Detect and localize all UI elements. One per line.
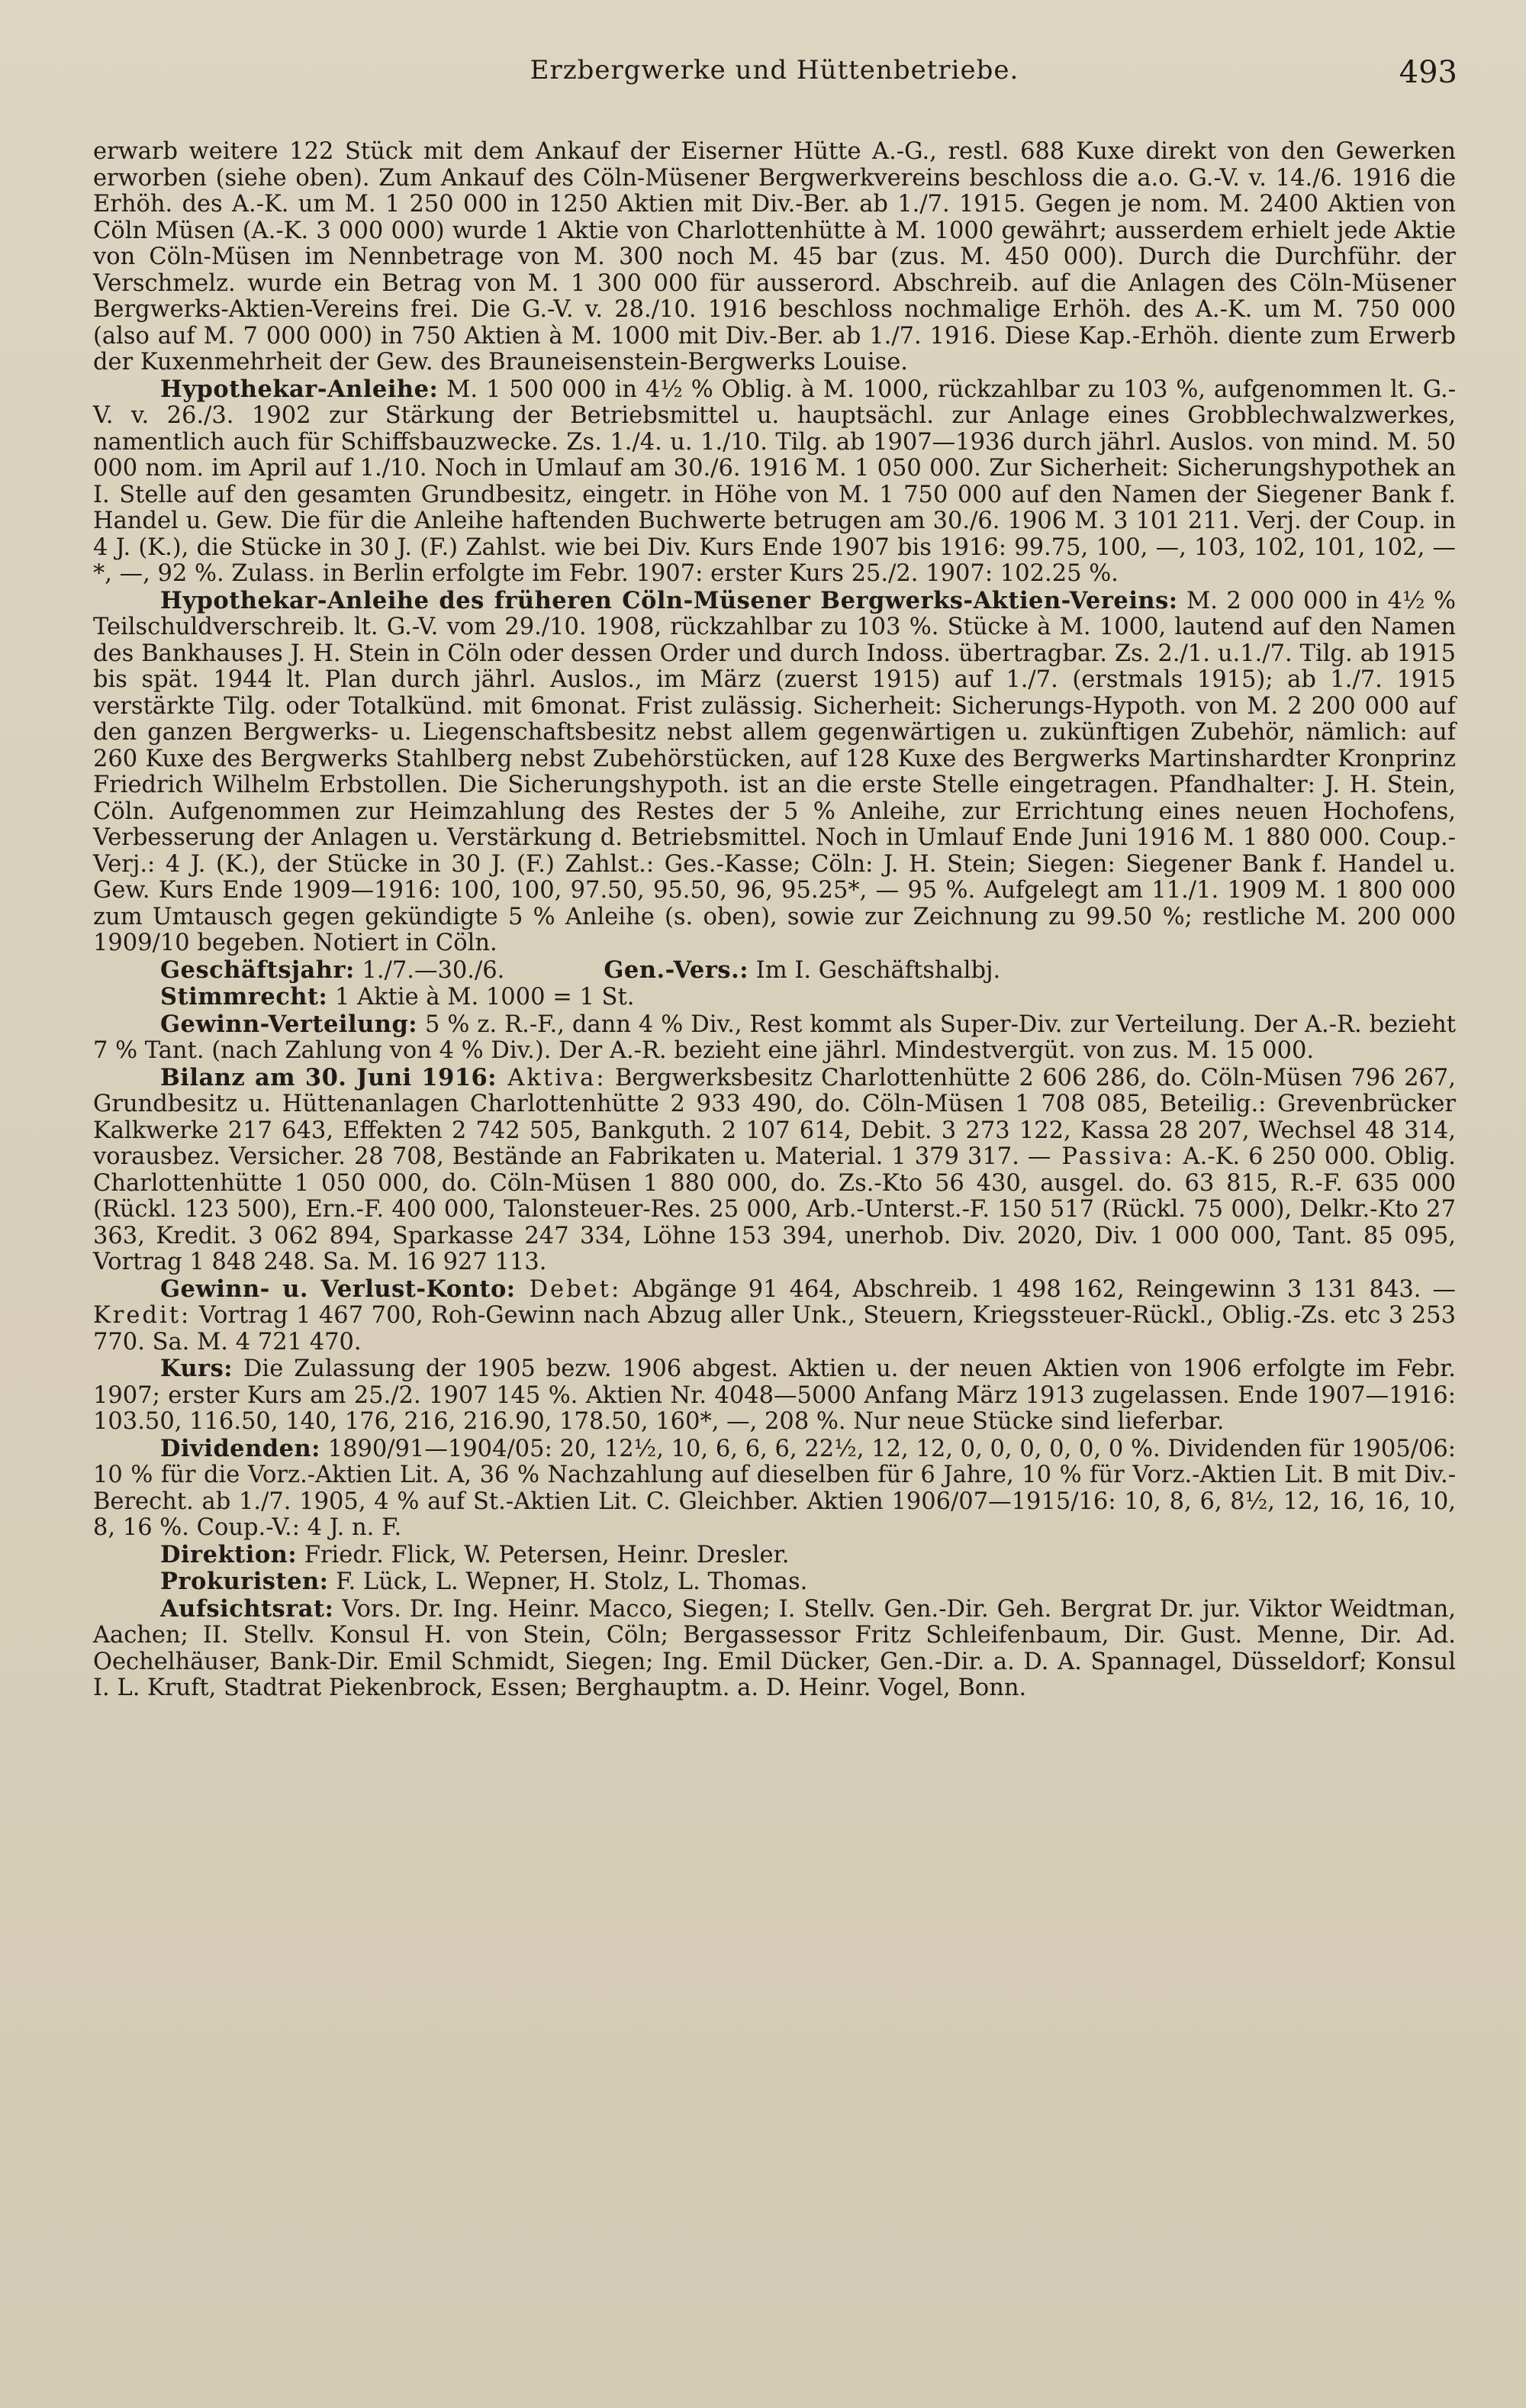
- kurs-paragraph: [93, 1356, 1456, 1436]
- gewinn-verlust-label: Gewinn- u. Verlust-Konto:: [160, 1275, 516, 1303]
- debet-label: Debet:: [515, 1275, 622, 1303]
- debet-text: Abgänge 91 464, Abschreib. 1 498 162, Reingewinn 3 131 843. —: [621, 1275, 1456, 1303]
- gewinn-verteilung-text: 5 % z. R.-F., dann 4 % Div., Rest kommt als Super-Div. zur Verteilung. Der A.-R. bezieht 7 % Tant. (nach Zahlung von 4 % Div.). Der A.-R. bezieht eine jährl. Mindestvergüt. von zus. M. 15 000.: [93, 1011, 1456, 1064]
- gewinn-verlust-paragraph: [93, 1276, 1456, 1356]
- intro-paragraph: erwarb weitere 122 Stück mit dem Ankauf der Eiserner Hütte A.-G., restl. 688 Kuxe direkt von den Gewerken erworben (siehe oben). Zum Ankauf des Cöln-Müsener Bergwerkvereins beschloss die a.o. G.-V. v. 14./6. 1916 die Erhöh. des A.-K. um M. 1 250 000 in 1250 Aktien mit Div.-Ber. ab 1./7. 1915. Gegen je nom. M. 2400 Aktien von Cöln Müsen (A.-K. 3 000 000) wurde 1 Aktie von Charlottenhütte à M. 1000 gewährt; ausserdem erhielt jede Aktie von Cöln-Müsen im Nennbetrage von M. 300 noch M. 45 bar (zus. M. 450 000). Durch die Durchführ. der Verschmelz. wurde ein Betrag von M. 1 300 000 für ausserord. Abschreib. auf die Anlagen des Cöln-Müsener Bergwerks-Aktien-Vereins frei. Die G.-V. v. 28./10. 1916 beschloss nochmalige Erhöh. des A.-K. um M. 750 000 (also auf M. 7 000 000) in 750 Aktien à M. 1000 mit Div.-Ber. ab 1./7. 1916. Diese Kap.-Erhöh. diente zum Erwerb der Kuxenmehrheit der Gew. des Brauneisenstein-Bergwerks Louise.: [93, 138, 1456, 376]
- hypothekar-anleihe-coeln-text: M. 2 000 000 in 4½ % Teilschuldverschreib. lt. G.-V. vom 29./10. 1908, rückzahlbar zu 103 %. Stücke à M. 1000, lautend auf den Namen des Bankhauses J. H. Stein in Cöln oder dessen Order und durch Indoss. übertragbar. Zs. 2./1. u.1./7. Tilg. ab 1915 bis spät. 1944 lt. Plan durch jährl. Auslos., im März (zuerst 1915) auf 1./7. (erstmals 1915); ab 1./7. 1915 verstärkte Tilg. oder Totalkünd. mit 6monat. Frist zulässig. Sicherheit: Sicherungs-Hypoth. von M. 2 200 000 auf den ganzen Bergwerks- u. Liegenschaftsbesitz nebst allem gegenwärtigen u. zukünftigen Zubehör, nämlich: auf 260 Kuxe des Bergwerks Stahlberg nebst Zubehörstücken, auf 128 Kuxe des Bergwerks Martinshardter Kronprinz Friedrich Wilhelm Erbstollen. Die Sicherungshypoth. ist an die erste Stelle eingetragen. Pfandhalter: J. H. Stein, Cöln. Aufgenommen zur Heimzahlung des Restes der 5 % Anleihe, zur Errichtung eines neuen Hochofens, Verbesserung der Anlagen u. Verstärkung d. Betriebsmittel. Noch in Umlauf Ende Juni 1916 M. 1 880 000. Coup.-Verj.: 4 J. (K.), der Stücke in 30 J. (F.) Zahlst.: Ges.-Kasse; Cöln: J. H. Stein; Siegen: Siegener Bank f. Handel u. Gew. Kurs Ende 1909—1916: 100, 100, 97.50, 95.50, 96, 95.25*, — 95 %. Aufgelegt am 11./1. 1909 M. 1 800 000 zum Umtausch gegen gekündigte 5 % Anleihe (s. oben), sowie zur Zeichnung zu 99.50 %; restliche M. 200 000 1909/10 begeben. Notiert in Cöln.: [93, 587, 1456, 956]
- aufsichtsrat-text: Vors. Dr. Ing. Heinr. Macco, Siegen; I. Stellv. Gen.-Dir. Geh. Bergrat Dr. jur. Viktor Weidtman, Aachen; II. Stellv. Konsul H. von Stein, Cöln; Bergassessor Fritz Schleifenbaum, Dir. Gust. Menne, Dir. Ad. Oechelhäuser, Bank-Dir. Emil Schmidt, Siegen; Ing. Emil Dücker, Gen.-Dir. a. D. A. Spannagel, Düsseldorf; Konsul I. L. Kruft, Stadtrat Piekenbrock, Essen; Berghauptm. a. D. Heinr. Vogel, Bonn.: [93, 1595, 1456, 1701]
- aufsichtsrat-paragraph: [93, 1596, 1456, 1702]
- stimmrecht-text: 1 Aktie à M. 1000 = 1 St.: [327, 984, 635, 1011]
- page-number: 493: [1399, 55, 1457, 90]
- prokuristen-label: Prokuristen:: [160, 1568, 329, 1595]
- aktiva-text: Bergwerksbesitz Charlottenhütte 2 606 286, do. Cöln-Müsen 796 267, Grundbesitz u. Hüttenanlagen Charlottenhütte 2 933 490, do. Cöln-Müsen 1 708 085, Beteilig.: Grevenbrücker Kalkwerke 217 643, Effekten 2 742 505, Bankguth. 2 107 614, Debit. 3 273 122, Kassa 28 207, Wechsel 48 314, vorausbez. Versicher. 28 708, Bestände an Fabrikaten u. Material. 1 379 317. —: [93, 1064, 1457, 1170]
- stimmrecht-line: [93, 984, 1456, 1011]
- kredit-label: Kredit:: [93, 1302, 192, 1329]
- gen-vers-label: Gen.-Vers.:: [604, 956, 749, 984]
- aktiva-label: Aktiva:: [497, 1064, 607, 1091]
- dividenden-label: Dividenden:: [160, 1434, 320, 1462]
- kurs-text: Die Zulassung der 1905 bezw. 1906 abgest. Aktien u. der neuen Aktien von 1906 erfolgte im Febr. 1907; erster Kurs am 25./2. 1907 145 %. Aktien Nr. 4048—5000 Anfang März 1913 zugelassen. Ende 1907—1916: 103.50, 116.50, 140, 176, 216, 216.90, 178.50, 160*, —, 208 %. Nur neue Stücke sind lieferbar.: [93, 1356, 1456, 1435]
- hypothekar-anleihe-paragraph: [93, 376, 1456, 588]
- kredit-text: Vortrag 1 467 700, Roh-Gewinn nach Abzug aller Unk., Steuern, Kriegssteuer-Rückl., Oblig.-Zs. etc 3 253 770. Sa. M. 4 721 470.: [93, 1302, 1456, 1356]
- direktion-label: Direktion:: [160, 1540, 298, 1568]
- bilanz-label: Bilanz am 30. Juni 1916:: [160, 1063, 497, 1091]
- kurs-label: Kurs:: [160, 1355, 233, 1382]
- dividenden-text: 1890/91—1904/05: 20, 12½, 10, 6, 6, 6, 22½, 12, 12, 0, 0, 0, 0, 0, 0 %. Dividenden für 1905/06: 10 % für die Vorz.-Aktien Lit. A, 36 % Nachzahlung auf dieselben für 6 Jahre, 10 % für Vorz.-Aktien Lit. B mit Div.-Berecht. ab 1./7. 1905, 4 % auf St.-Aktien Lit. C. Gleichber. Aktien 1906/07—1915/16: 10, 8, 6, 8½, 12, 16, 16, 10, 8, 16 %. Coup.-V.: 4 J. n. F.: [93, 1435, 1456, 1541]
- direktion-line: [93, 1542, 1456, 1569]
- stimmrecht-label: Stimmrecht:: [160, 983, 328, 1011]
- dividenden-paragraph: [93, 1436, 1456, 1542]
- running-title: Erzbergwerke und Hüttenbetriebe.: [530, 55, 1019, 85]
- geschaeftsjahr-label: Geschäftsjahr:: [160, 956, 355, 984]
- hypothekar-anleihe-label: Hypothekar-Anleihe:: [160, 375, 439, 403]
- prokuristen-line: [93, 1568, 1456, 1596]
- gen-vers-text: Im I. Geschäftshalbj.: [748, 956, 1001, 984]
- page-header: [92, 55, 1457, 93]
- bilanz-paragraph: [93, 1065, 1456, 1276]
- direktion-text: Friedr. Flick, W. Petersen, Heinr. Dresler.: [297, 1541, 790, 1568]
- gewinn-verteilung-label: Gewinn-Verteilung:: [160, 1010, 418, 1038]
- hypothekar-anleihe-text: M. 1 500 000 in 4½ % Oblig. à M. 1000, rückzahlbar zu 103 %, aufgenommen lt. G.-V. v. 26./3. 1902 zur Stärkung der Betriebsmittel u. hauptsächl. zur Anlage eines Grobblechwalzwerkes, namentlich auch für Schiffsbauzwecke. Zs. 1./4. u. 1./10. Tilg. ab 1907—1936 durch jährl. Auslos. von mind. M. 50 000 nom. im April auf 1./10. Noch in Umlauf am 30./6. 1916 M. 1 050 000. Zur Sicherheit: Sicherungshypothek an I. Stelle auf den gesamten Grundbesitz, eingetr. in Höhe von M. 1 750 000 auf den Namen der Siegener Bank f. Handel u. Gew. Die für die Anleihe haftenden Buchwerte betrugen am 30./6. 1906 M. 3 101 211. Verj. der Coup. in 4 J. (K.), die Stücke in 30 J. (F.) Zahlst. wie bei Div. Kurs Ende 1907 bis 1916: 99.75, 100, —, 103, 102, 101, 102, —*, —, 92 %. Zulass. in Berlin erfolgte im Febr. 1907: erster Kurs 25./2. 1907: 102.25 %.: [93, 376, 1456, 587]
- prokuristen-text: F. Lück, L. Wepner, H. Stolz, L. Thomas.: [328, 1568, 808, 1595]
- hypothekar-anleihe-coeln-paragraph: [93, 588, 1456, 957]
- gewinn-verteilung-paragraph: [93, 1011, 1456, 1065]
- passiva-label: Passiva:: [1051, 1143, 1175, 1170]
- geschaeftsjahr-line: [93, 957, 1456, 985]
- passiva-text: A.-K. 6 250 000. Oblig. Charlottenhütte 1 050 000, do. Cöln-Müsen 1 880 000, do. Zs.-Kto 56 430, ausgel. do. 63 815, R.-F. 635 000 (Rückl. 123 500), Ern.-F. 400 000, Talonsteuer-Res. 25 000, Arb.-Unterst.-F. 150 517 (Rückl. 75 000), Delkr.-Kto 27 363, Kredit. 3 062 894, Sparkasse 247 334, Löhne 153 394, unerhob. Div. 2020, Div. 1 000 000, Tant. 85 095, Vortrag 1 848 248. Sa. M. 16 927 113.: [93, 1143, 1457, 1275]
- hypothekar-anleihe-coeln-label: Hypothekar-Anleihe des früheren Cöln-Müsener Bergwerks-Aktien-Vereins:: [160, 586, 1178, 614]
- page-body: [93, 139, 1456, 1702]
- geschaeftsjahr-text: 1./7.—30./6.: [354, 956, 505, 984]
- aufsichtsrat-label: Aufsichtsrat:: [160, 1594, 334, 1623]
